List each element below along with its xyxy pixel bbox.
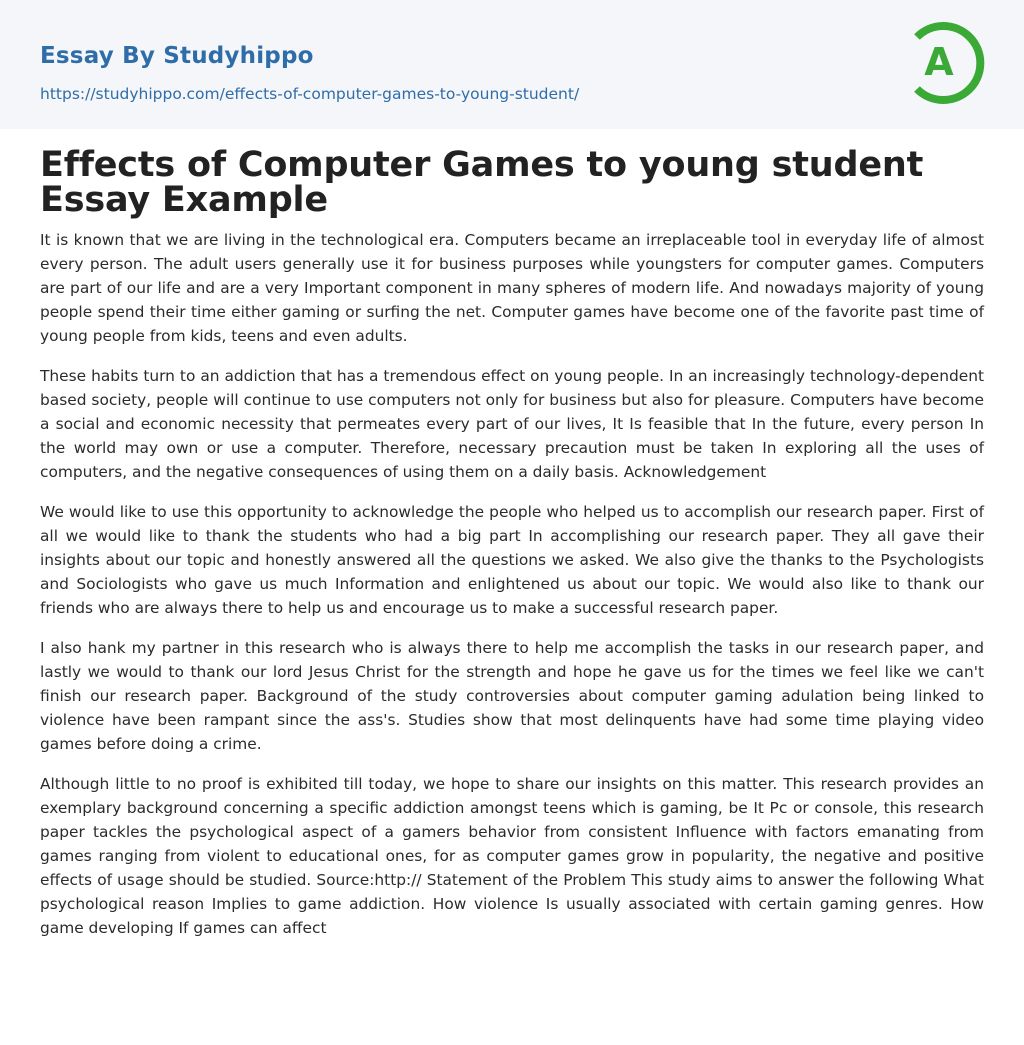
site-header — [0, 0, 1024, 129]
logo-letter: A — [924, 40, 954, 84]
paragraph: Although little to no proof is exhibited till today, we hope to share our insights on this matter. This research provides an exemplary background concerning a specific addiction amongst teens which is gaming, be It Pc or console, this research paper tackles the psychological aspect of a gamers behavior from consistent Influence with factors emanating from games ranging from violent to educational ones, for as computer games grow in popularity, the negative and positive effects of usage should be studied. Source:http:// Statement of the Problem This study aims to answer the following What psychological reason Implies to game addiction. How violence Is usually associated with certain gaming genres. How game developing If games can affect — [40, 775, 984, 937]
paragraph: These habits turn to an addiction that has a tremendous effect on young people. In an increasingly technology-dependent based society, people will continue to use computers not only for business but also for pleasure. Computers have become a social and economic necessity that permeates every part of our lives, It Is feasible that In the future, every person In the world may own or use a computer. Therefore, necessary precaution must be taken In exploring all the uses of computers, and the negative consequences of using them on a daily basis. Acknowledgement — [40, 367, 984, 481]
article-body — [40, 228, 984, 940]
studyhippo-logo-icon[interactable] — [907, 17, 989, 109]
paragraph: It is known that we are living in the technological era. Computers became an irreplaceable tool in everyday life of almost every person. The adult users generally use it for business purposes while youngsters for computer games. Computers are part of our life and are a very Important component in many spheres of modern life. And nowadays majority of young people spend their time either gaming or surfing the net. Computer games have become one of the favorite past time of young people from kids, teens and even adults. — [40, 231, 984, 345]
essay-url-link[interactable]: https://studyhippo.com/effects-of-computer-games-to-young-student/ — [40, 85, 580, 103]
article — [40, 145, 984, 956]
paragraph: I also hank my partner in this research who is always there to help me accomplish the tasks in our research paper, and lastly we would to thank our lord Jesus Christ for the strength and hope he gave us for the times we feel like we can't finish our research paper. Background of the study controversies about computer gaming adulation being linked to violence have been rampant since the ass's. Studies show that most delinquents have had some time playing video games before doing a crime. — [40, 639, 984, 753]
site-brand[interactable]: Essay By Studyhippo — [40, 43, 314, 69]
article-title: Effects of Computer Games to young student Essay Example — [40, 145, 924, 220]
paragraph: We would like to use this opportunity to acknowledge the people who helped us to accomplish our research paper. First of all we would like to thank the students who had a big part In accomplishing our research paper. They all gave their insights about our topic and honestly answered all the questions we asked. We also give the thanks to the Psychologists and Sociologists who gave us much Information and enlightened us about our topic. We would also like to thank our friends who are always there to help us and encourage us to make a successful research paper. — [40, 503, 984, 617]
